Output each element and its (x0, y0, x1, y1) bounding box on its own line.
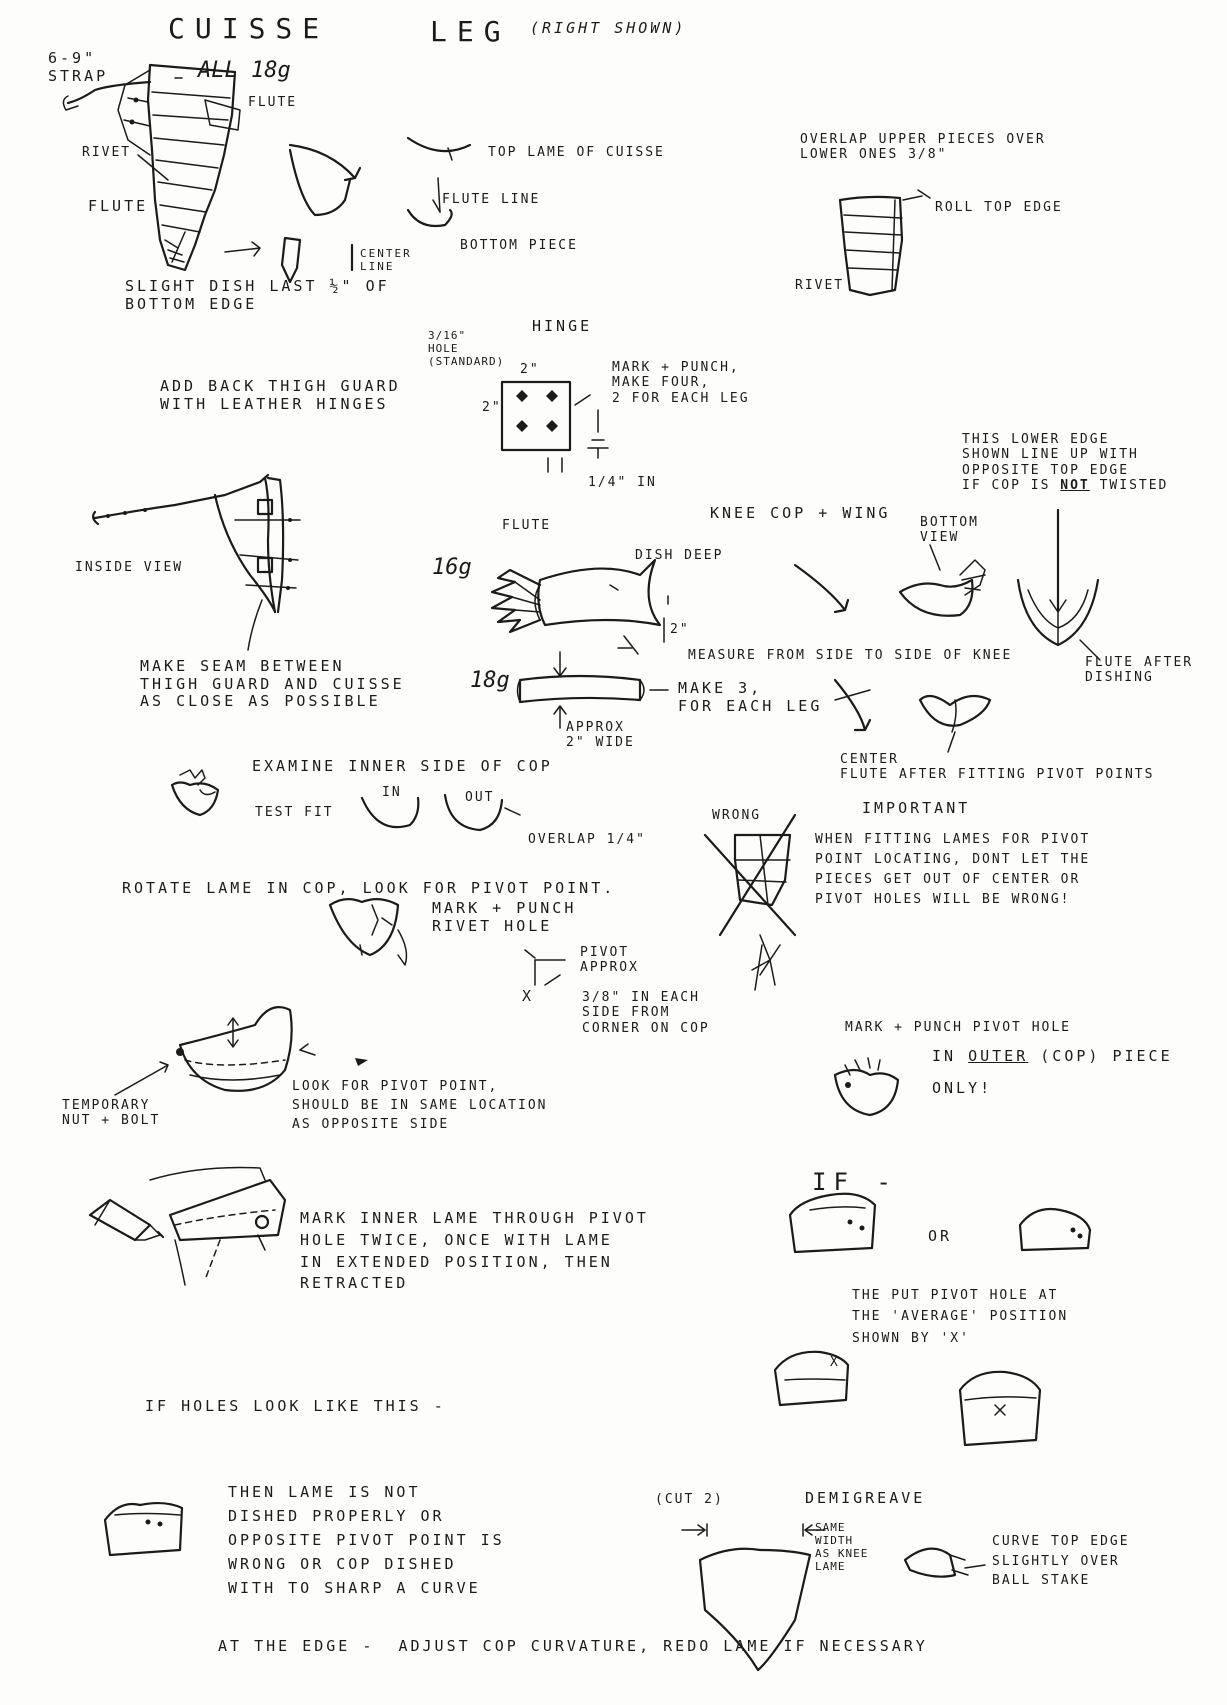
hinge-mark-punch-note: MARK + PUNCH, MAKE FOUR, 2 FOR EACH LEG (612, 360, 750, 406)
knee-cop-title: KNEE COP + WING (710, 504, 891, 522)
flute-top-label: FLUTE (248, 95, 298, 110)
measure-note: MEASURE FROM SIDE TO SIDE OF KNEE (688, 648, 1013, 663)
demigreave-title: DEMIGREAVE (805, 1489, 926, 1507)
hinge-title: HINGE (532, 317, 593, 335)
overlap-piece-drawing (840, 190, 930, 295)
examine-note: EXAMINE INNER SIDE OF COP (252, 757, 553, 775)
mark-inner-lame-drawing (90, 1168, 285, 1286)
hinge-inset-label: 1/4" IN (588, 475, 657, 490)
same-width-note: SAME WIDTH AS KNEE LAME (815, 1521, 869, 1573)
overlap-rivet-label: RIVET (795, 278, 845, 293)
if-label: IF - (812, 1168, 898, 1196)
mark-punch-rivet-note: MARK + PUNCH RIVET HOLE (432, 899, 577, 935)
two-inch-label: 2" (670, 622, 690, 637)
inside-view-label: INSIDE VIEW (75, 560, 184, 575)
then-lame-note: THEN LAME IS NOT DISHED PROPERLY OR OPPOSITE PIVOT POINT IS WRONG OR COP DISHED WITH TO SHARP A CURVE (228, 1483, 505, 1597)
or-label: OR (928, 1227, 953, 1245)
average-x-mark: X (830, 1355, 840, 1370)
average-position-note: THE PUT PIVOT HOLE AT THE 'AVERAGE' POSITION SHOWN BY 'X' (852, 1288, 1069, 1346)
hinge-height-label: 2" (482, 400, 502, 415)
test-fit-label: TEST FIT (255, 805, 334, 820)
flute-line-label: FLUTE LINE (442, 192, 541, 207)
approx-wide-label: APPROX 2" WIDE (566, 720, 635, 751)
important-title: IMPORTANT (862, 799, 971, 817)
hinge-hole-label: 3/16" HOLE (STANDARD) (428, 329, 505, 368)
make-seam-note: MAKE SEAM BETWEEN THIGH GUARD AND CUISSE AS CLOSE AS POSSIBLE (140, 657, 405, 711)
wrong-example-drawing (705, 815, 795, 990)
center-flute-label: CENTER FLUTE AFTER FITTING PIVOT POINTS (840, 752, 1155, 783)
roll-top-edge-label: ROLL TOP EDGE (935, 200, 1063, 215)
cuisse-drawing (63, 65, 240, 270)
bottom-view-label: BOTTOM VIEW (920, 515, 979, 546)
only-note: ONLY! (932, 1079, 993, 1097)
rivet-label: RIVET (82, 145, 132, 160)
hinge-drawing (502, 382, 608, 472)
cuisse-gauge-label: ALL 18g (198, 58, 291, 83)
flute-after-dishing-label: FLUTE AFTER DISHING (1085, 655, 1194, 686)
leg-subtitle: (RIGHT SHOWN) (530, 19, 687, 37)
rotate-lame-note: ROTATE LAME IN COP, LOOK FOR PIVOT POINT. (122, 879, 616, 897)
make-3-note: MAKE 3, FOR EACH LEG (678, 679, 823, 715)
overlap-quarter-label: OVERLAP 1/4" (528, 832, 646, 847)
if-holes-note: IF HOLES LOOK LIKE THIS - (145, 1397, 446, 1415)
look-for-pivot-note: LOOK FOR PIVOT POINT, SHOULD BE IN SAME LOCATION AS OPPOSITE SIDE (292, 1079, 548, 1132)
cuisse-title: CUISSE (168, 12, 330, 45)
wrong-label: WRONG (712, 808, 762, 823)
strap-length-label: 6-9" STRAP (48, 49, 109, 85)
knee-cop-drawing (492, 560, 668, 654)
gauge-18-label: 18g (470, 668, 510, 693)
flute-left-label: FLUTE (88, 197, 149, 215)
bottom-piece-label: BOTTOM PIECE (460, 238, 578, 253)
outer-cop-piece-note: IN OUTER (COP) PIECE (932, 1047, 1173, 1065)
slight-dish-note: SLIGHT DISH LAST ½" OF BOTTOM EDGE (125, 277, 390, 313)
curve-top-edge-note: CURVE TOP EDGE SLIGHTLY OVER BALL STAKE (992, 1534, 1130, 1588)
in-label: IN (382, 785, 402, 800)
knee-flute-label: FLUTE (502, 518, 552, 533)
pivot-x-mark: X (522, 987, 535, 1005)
three-eighths-note: 3/8" IN EACH SIDE FROM CORNER ON COP (582, 990, 710, 1036)
important-note: WHEN FITTING LAMES FOR PIVOT POINT LOCATING, DONT LET THE PIECES GET OUT OF CENTER OR PIVOT HOLES WILL BE WRONG! (815, 832, 1091, 908)
adjust-cop-note: AT THE EDGE - ADJUST COP CURVATURE, REDO LAME IF NECESSARY (218, 1637, 928, 1655)
add-back-thigh-guard-note: ADD BACK THIGH GUARD WITH LEATHER HINGES (160, 377, 401, 413)
knee-lame-18g-drawing (518, 652, 669, 728)
gauge-16-label: 16g (432, 555, 472, 580)
mark-pivot-hole-note: MARK + PUNCH PIVOT HOLE (845, 1020, 1072, 1035)
center-line-label: CENTER LINE (360, 247, 412, 273)
top-lame-label: TOP LAME OF CUISSE (488, 145, 665, 160)
temporary-nut-bolt-label: TEMPORARY NUT + BOLT (62, 1098, 161, 1129)
cut-2-label: (CUT 2) (655, 1492, 724, 1507)
overlap-note: OVERLAP UPPER PIECES OVER LOWER ONES 3/8" (800, 132, 1046, 163)
leg-title: LEG (430, 15, 511, 48)
out-label: OUT (465, 790, 495, 805)
lower-edge-note: THIS LOWER EDGE SHOWN LINE UP WITH OPPOSITE TOP EDGE IF COP IS NOT TWISTED (962, 432, 1169, 493)
dish-deep-label: DISH DEEP (635, 548, 724, 563)
hinge-width-label: 2" (520, 362, 540, 377)
pivot-approx-label: PIVOT APPROX (580, 945, 639, 976)
mark-inner-lame-note: MARK INNER LAME THROUGH PIVOT HOLE TWICE, ONCE WITH LAME IN EXTENDED POSITION, THEN RETRACTED (300, 1209, 649, 1293)
